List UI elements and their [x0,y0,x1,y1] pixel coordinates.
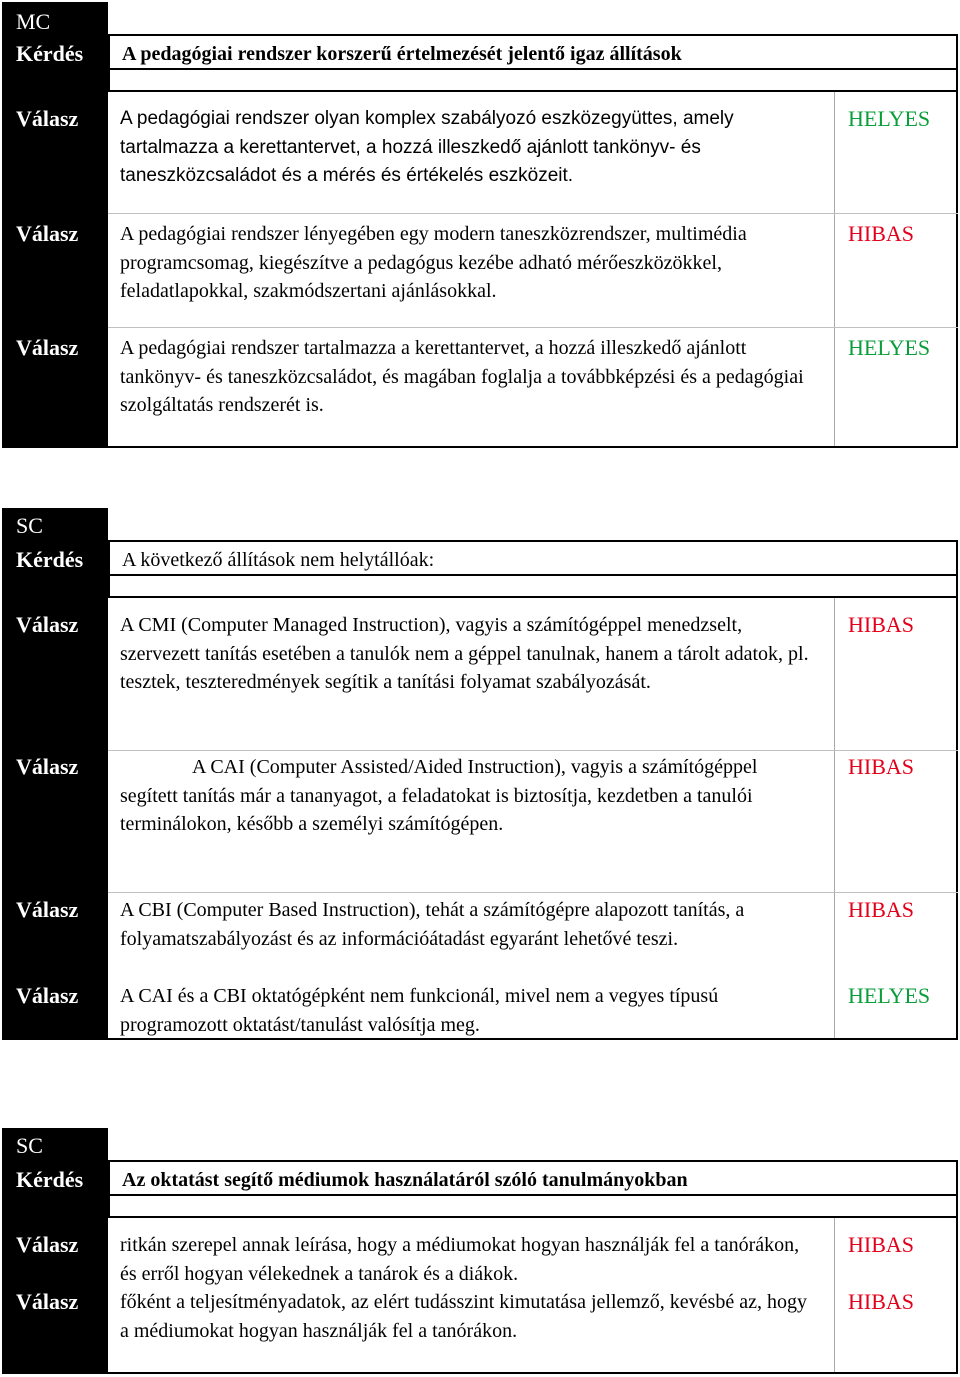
question-text: A következő állítások nem helytállóak: [122,549,435,571]
answer-label: Válasz [16,754,79,779]
verdict-label: HIBAS [848,612,915,637]
answer-text: főként a teljesítményadatok, az elért tudásszint kimutatása jellemző, kevésbé az, hogy a médiumokat hogyan használják fel a tanórákon. [120,1291,807,1342]
question-block-1 [2,2,958,448]
answer-label: Válasz [16,1289,79,1314]
question-type-label: MC [16,9,51,34]
question-spacer [108,68,958,92]
answer-label: Válasz [16,897,79,922]
row-separator [108,327,958,328]
verdict-label: HELYES [848,983,931,1008]
verdict-column-separator [834,1218,835,1372]
question-spacer [108,1194,958,1218]
answer-label: Válasz [16,221,79,246]
answer-label: Válasz [16,1232,79,1257]
question-label: Kérdés [16,1167,84,1192]
answer-label: Válasz [16,983,79,1008]
verdict-label: HELYES [848,335,931,360]
question-spacer [108,574,958,598]
question-box [108,540,958,576]
verdict-label: HELYES [848,106,931,131]
row-separator [108,892,958,893]
question-type-label: SC [16,1133,43,1158]
verdict-column-separator [834,92,835,446]
answer-label: Válasz [16,612,79,637]
question-text: Az oktatást segítő médiumok használatáról szóló tanulmányokban [122,1169,688,1191]
answer-label: Válasz [16,335,79,360]
question-type-label: SC [16,513,43,538]
question-block-2 [2,508,958,1040]
verdict-column-separator [834,598,835,1038]
verdict-label: HIBAS [848,897,915,922]
answer-label: Válasz [16,106,79,131]
answer-text: A CMI (Computer Managed Instruction), vagyis a számítógéppel menedzselt, szervezett tanítás esetében a tanulók nem a géppel tanulnak, hanem a tárolt adatok, pl. tesztek, teszteredmények segítik a tanítási folyamat szabályozását. [120,614,809,693]
question-text: A pedagógiai rendszer korszerű értelmezését jelentő igaz állítások [122,43,682,65]
row-separator [108,213,958,214]
answer-text: A pedagógiai rendszer lényegében egy modern taneszközrendszer, multimédia programcsomag, kiegészítve a pedagógus kezébe adható mérőeszközökkel, feladatlapokkal, szakmódszertani ajánlásokkal. [120,223,747,302]
row-separator [108,750,958,751]
verdict-label: HIBAS [848,221,915,246]
verdict-label: HIBAS [848,1232,915,1257]
answer-text: A pedagógiai rendszer olyan komplex szabályozó eszközegyüttes, amely tartalmazza a kerettantervet, a hozzá illeszkedő ajánlott tankönyv- és taneszközcsaládot és a mérés és értékelés eszközeit. [120,108,734,186]
answer-text: A CBI (Computer Based Instruction), tehát a számítógépre alapozott tanítás, a folyamatszabályozást és az információátadást egyaránt lehetővé teszi. [120,899,745,950]
answer-text: A CAI (Computer Assisted/Aided Instruction), vagyis a számítógéppel segített tanítás már a tananyagot, a feladatokat is biztosítja, kezdetben a tanulói terminálokon, később a személyi számítógépen. [120,756,758,835]
answer-text: ritkán szerepel annak leírása, hogy a médiumokat hogyan használják fel a tanórákon, és erről hogyan vélekednek a tanárok és a diákok. [120,1234,800,1285]
answer-text: A pedagógiai rendszer tartalmazza a kerettantervet, a hozzá illeszkedő ajánlott tankönyv- és taneszközcsaládot, és magában foglalja a továbbképzési és a pedagógiai szolgáltatás rendszerét is. [120,337,804,416]
verdict-label: HIBAS [848,754,915,779]
question-block-3 [2,1128,958,1374]
answer-text: A CAI és a CBI oktatógépként nem funkcionál, mivel nem a vegyes típusú programozott oktatást/tanulást valósítja meg. [120,985,719,1036]
question-box [108,1160,958,1196]
question-box [108,34,958,70]
question-label: Kérdés [16,547,84,572]
question-label: Kérdés [16,41,84,66]
verdict-label: HIBAS [848,1289,915,1314]
